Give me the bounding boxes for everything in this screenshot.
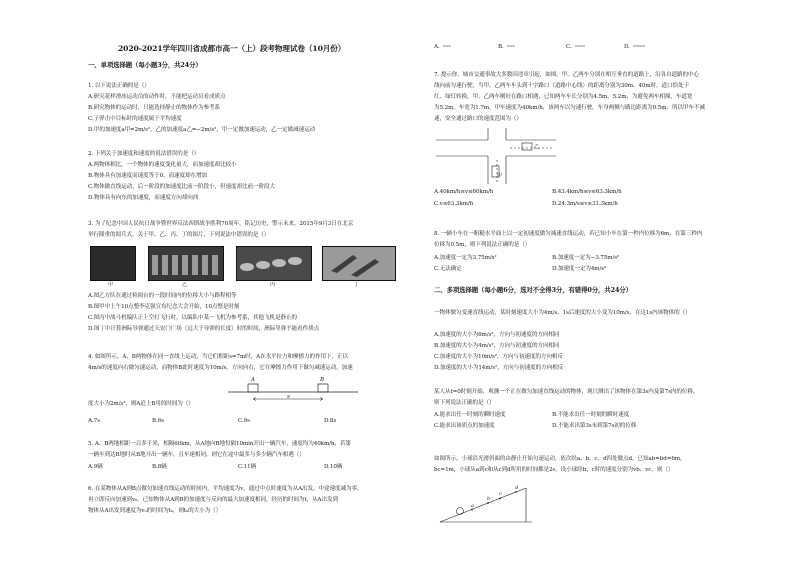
q4-label-s: s xyxy=(287,394,290,400)
q8-option-d: D.加速度一定为4m/s² xyxy=(552,266,607,272)
q4-option-b: B.6s xyxy=(152,418,164,424)
q9-line-1: 一物体做匀变速直线运动，某时刻速度大小为4m/s，1s后速度的大小变为10m/s，在这1s内该物体的（） xyxy=(434,310,691,316)
q7-line-5: 速，安全通过路口的速度范围为（） xyxy=(434,116,522,122)
q7-line-1: 7. 提示你，城市交通事故大多数因违章引起，如图，甲、乙两车分别在相互垂直的道路上，沿各自道路的中心 xyxy=(434,72,700,78)
right-column xyxy=(434,0,776,562)
q11-point-b: b xyxy=(487,496,491,502)
q8-line-2: 位移为0.5m，则下列说法正确的是（） xyxy=(434,242,531,248)
q1-option-c: C.子弹击中目标时的速度属于平均速度 xyxy=(88,116,182,122)
q4-option-a: A.7s xyxy=(88,418,100,424)
photo-label-bing: 丙 xyxy=(270,282,276,288)
q8-line-1: 8. 一辆小车在一粗糙水平面上以一定初速度做匀减速直线运动，若已知小车在第一秒内位移为6m，在第三秒内 xyxy=(434,231,703,237)
q7-intersection-diagram xyxy=(436,128,556,184)
q4-option-d: D.8s xyxy=(324,418,337,424)
q4-option-c: C.9s xyxy=(238,418,250,424)
q11-point-c: c xyxy=(499,491,502,497)
q2-option-a: A.两物体相比，一个物体的速度变化量大，而加速度却比较小 xyxy=(88,162,237,168)
q7-option-b: B.43.4km/h≤v≤63.3km/h xyxy=(552,189,622,195)
q8-option-c: C.无法确定 xyxy=(434,266,462,272)
q3-line-2: 举行隆重的阅兵式。关于甲、乙、丙、丁的图片，下列说法中错误的是（） xyxy=(88,232,270,238)
q10-option-a: A.能求出任一时刻的瞬时速度 xyxy=(434,412,506,418)
q1-option-d: D.甲的加速度a甲=2m/s²，乙的加速度a乙=−2m/s²，甲一定做加速运动，乙一定做减速运动 xyxy=(88,127,316,133)
q10-option-b: B.不能求出任一时刻的瞬时速度 xyxy=(552,412,630,418)
q5-option-c: C.11辆 xyxy=(238,464,257,470)
q4-diagram xyxy=(228,378,358,404)
photo-bing xyxy=(236,246,312,281)
q11-line-1: 如图所示，小球沿光滑斜面的由静止开始匀速运动，依次经a、b、c、d四处做点d，已知ab=bd=6m， xyxy=(434,456,686,462)
q2-option-c: C.物体做直线运动，后一阶段的加速度比前一阶段小，但速度却比前一阶段大 xyxy=(88,184,275,190)
q11-point-a: a xyxy=(471,503,474,509)
q3-option-b: B.图甲中上午10点整李克强宣布纪念大会开始，10点整是时刻 xyxy=(88,304,240,310)
q10-line-2: 则下列说法正确的是（） xyxy=(434,400,495,406)
q10-option-c: C.能求出该质点的加速度 xyxy=(434,423,495,429)
q9-option-b: B.加速度的大小为4m/s²，方向与初速度的方向相同 xyxy=(434,343,560,349)
q6-line-3: 物体从A出发到速度为v₀的时间为t₀，则t₀的大小为（） xyxy=(88,508,222,514)
q7-option-d: D.24.3m/s≤v≤31.3km/h xyxy=(552,201,618,207)
section-heading-2: 二、多项选择题（每小题6分，选对不全得3分，有错得0分，共24分） xyxy=(434,286,632,294)
q4-label-b: B xyxy=(320,377,325,383)
q9-option-c: C.加速度的大小为10m/s²，方向与初速度的方向相反 xyxy=(434,354,563,360)
q1-option-a: A.研究花样滑冰运动员的动作时，不能把运动员看成质点 xyxy=(88,94,226,100)
q5-option-b: B.8辆 xyxy=(152,464,167,470)
q6-line-1: 6. 在某物体从A到B点做匀加速直线运动的时间内，平均速度为v，通过中点时速度为从A出发，中途速度减为零， xyxy=(88,486,363,492)
q9-option-a: A.加速度的大小为6m/s²，方向与初速度的方向相同 xyxy=(434,332,560,338)
left-column xyxy=(88,0,406,562)
q4-line-2: 4m/s的速度向右做匀速运动，而物体B此时速度为10m/s，方向向右，它在摩擦力作用下做匀减速运动，加速 xyxy=(88,365,353,371)
q2-option-d: D.物体具有向东的加速度，而速度方向却向西 xyxy=(88,195,199,201)
q3-option-c: C.图丙中战斗机编队正上空打飞行时，以编队中某一飞机为参考系，其他飞机是静止的 xyxy=(88,315,297,321)
q4-line-1: 4. 如图所示，A、B两物体在同一直线上运动，当它们相距s=7m时，A在水平拉力和摩擦力的作用下，正以 xyxy=(88,354,348,360)
q1-option-b: B.研究物体的运动时，只能选择静止的物体作为参考系 xyxy=(88,105,221,111)
q1-stem: 1. 以下说法正确的是（） xyxy=(88,83,150,89)
q5-line-2: 一辆车到达B地时从B地开出一辆车，且车速相同，则它在途中最多与多少辆汽车相遇（） xyxy=(88,452,305,458)
missiles-pattern xyxy=(237,247,311,280)
q5-line-1: 5. A、B两地相距一百多千米，相隔60km，从A地向B地每隔10min开出一辆汽车，速度均为40km/h，若第 xyxy=(88,441,351,447)
q6-line-2: 再立即反向加速到v₀，已知物体从A到B的加速度与反向的最大加速度相同，经历的时间为t，从A出发到 xyxy=(88,497,338,503)
q10-option-d: D.不能求出第3s末到第7s初的位移 xyxy=(552,423,637,429)
q6-option-a: A. xyxy=(434,44,440,50)
q11-point-d: d xyxy=(515,485,519,491)
q7-line-2: 线向前匀速行驶，当甲、乙两车车头到十字路口（道路中心线）的距离分别为30m、40m时，道口恰处于 xyxy=(434,83,689,89)
q7-option-a: A.40km/h≤v≤60km/h xyxy=(434,189,494,195)
q3-option-a: A.图乙方队在通过检阅台的一段时间内的位移大小与路程相等 xyxy=(88,293,237,299)
photo-jia xyxy=(90,246,136,281)
q4-line-3: 度大小为2m/s²，则A追上B用的时间为（） xyxy=(88,401,194,407)
soldiers-pattern xyxy=(149,247,223,280)
q11-incline-diagram xyxy=(438,482,534,526)
q6-option-c: C. xyxy=(566,44,572,50)
q2-option-b: B.物体具有加速度而速度等于0，而速度却在增加 xyxy=(88,173,208,179)
q3-option-d: D.图丁中计算洲际导弹通过天安门广场（远大于导弹的长度）时的时间，洲际导弹不能看作质点 xyxy=(88,326,320,332)
q7-line-4: 为5.2m，车宽为1.7m，甲车速度为40km/h，该两车以匀速行驶，车身两侧与路边距离为0.5m，所以甲车不减 xyxy=(434,105,705,111)
q3-line-1: 3. 为了纪念中国人民抗日战争暨世界反法西斯战争胜利70周年，铭记历史，警示未来，2015年9月3日在北京 xyxy=(88,221,354,227)
q7-option-c: C.v≤63.3km/h xyxy=(434,201,474,207)
q11-line-2: bc=1m，小球从a到c和从c到d所用的时间都是2s，设小球经b、c时的速度分别为vb、vc，则（） xyxy=(434,467,674,473)
photo-label-yi: 乙 xyxy=(182,282,188,288)
q8-option-a: A.加速度一定为3.75m/s² xyxy=(434,255,497,261)
q2-stem: 2. 下列关于加速度和速度的说法错误的是（） xyxy=(88,151,200,157)
q6-fraction-marks xyxy=(434,40,674,54)
q5-option-d: D.10辆 xyxy=(324,464,343,470)
q7-car-yi-label: 乙 xyxy=(534,144,540,150)
jets-pattern xyxy=(323,247,395,280)
q9-option-d: D.加速度的大小为14m/s²，方向与初速度的方向相反 xyxy=(434,365,564,371)
q10-line-1: 某人从t=0时刻开始，观测一个正在做匀加速直线运动的物体，现只测出了该物体在第3s内及第7s内的位移， xyxy=(434,389,699,395)
photo-yi xyxy=(148,246,224,281)
page-title: 2020-2021学年四川省成都市高一（上）段考物理试卷（10月份） xyxy=(118,44,346,53)
q5-option-a: A.9辆 xyxy=(88,464,103,470)
section-heading-1: 一、单项选择题（每小题3分，共24分） xyxy=(88,61,202,69)
q4-label-a: A xyxy=(251,377,255,383)
photo-label-ding: 丁 xyxy=(354,282,360,288)
photo-label-jia: 甲 xyxy=(108,282,114,288)
q8-option-b: B.加速度一定为−3.75m/s² xyxy=(552,255,620,261)
q6-option-b: B. xyxy=(498,44,504,50)
q6-option-d: D. xyxy=(624,44,630,50)
photo-ding xyxy=(322,246,396,281)
q7-car-jia-label: 甲 xyxy=(497,173,503,179)
q7-line-3: 红、绿灯转换，甲、乙两车刚好在路口相遇，已知两车车长分别为4.5m、5.2m，为避免两车相撞，车道宽 xyxy=(434,94,693,100)
